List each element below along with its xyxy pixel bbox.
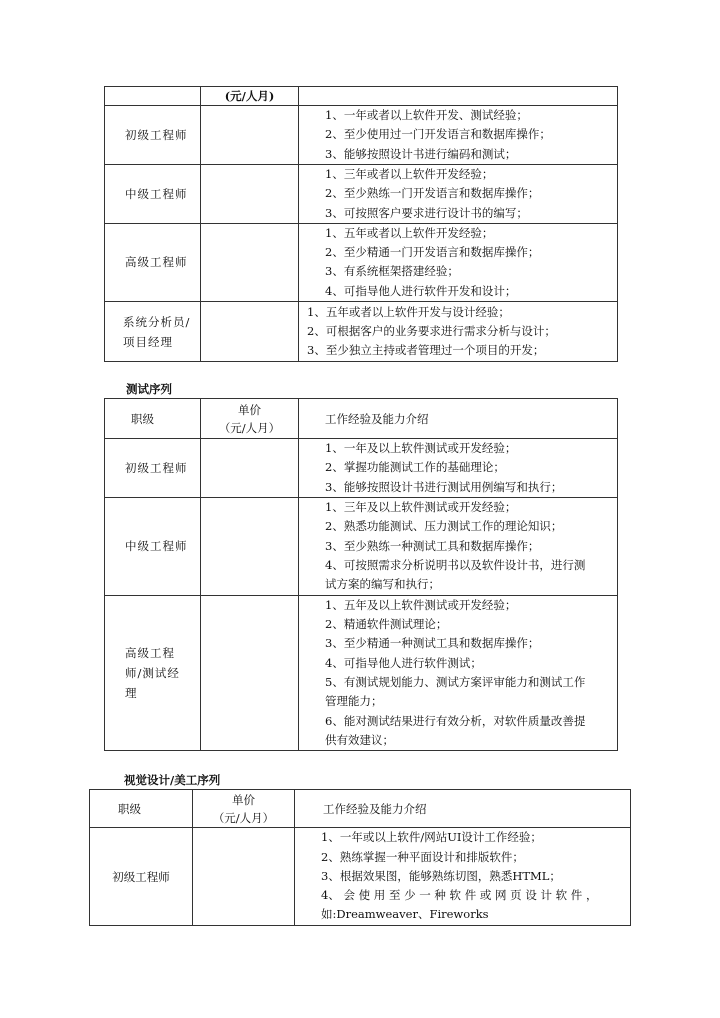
level-cell: 高级工程师/测试经理 [105,595,201,750]
desc-line: 供有效建议； [325,732,394,747]
desc-cell [299,302,618,362]
header-price-cell [193,790,295,828]
desc-cell [299,223,618,301]
table-row [105,302,618,362]
header-desc-cell [299,87,618,106]
header-price-label: 单价 [232,792,255,807]
desc-line: 3、能够按照设计书进行编码和测试； [325,146,517,161]
level-cell: 高级工程师 [105,223,201,301]
header-level-cell [105,87,201,106]
level-cell: 初级工程师 [105,439,201,498]
desc-cell [299,439,618,498]
desc-line: 3、可按照客户要求进行设计书的编写； [325,205,528,220]
price-cell [193,828,295,926]
desc-line: 4、 会 使 用 至 少 一 种 软 件 或 网 页 设 计 软 件 ， [321,888,598,903]
table-header-row [105,399,618,439]
level-cell: 初级工程师 [105,106,201,165]
desc-line: 2、至少熟练一门开发语言和数据库操作； [325,186,540,201]
desc-line: 2、至少使用过一门开发语言和数据库操作； [325,127,551,142]
desc-line: 1、五年或者以上软件开发与设计经验； [307,304,510,319]
header-price-cell [201,399,299,439]
table-header-row [90,790,631,828]
header-price-unit: （元/人月） [218,420,281,435]
header-desc-cell: 工作经验及能力介绍 [299,399,618,439]
desc-line: 3、至少独立主持或者管理过一个项目的开发； [307,343,545,358]
desc-line: 2、可根据客户的业务要求进行需求分析与设计； [307,323,556,338]
desc-line: 3、有系统框架搭建经验； [325,264,459,279]
desc-line: 1、一年或者以上软件开发、测试经验； [325,108,528,123]
table-header-row [105,87,618,106]
price-cell [201,106,299,165]
desc-line: 2、掌握功能测试工作的基础理论； [325,460,505,475]
table-row [105,439,618,498]
table-row [105,106,618,165]
desc-line: 2、熟悉功能测试、压力测试工作的理论知识； [325,519,563,534]
desc-line: 2、精通软件测试理论； [325,617,448,632]
desc-line: 3、至少精通一种测试工具和数据库操作； [325,636,540,651]
development-table [104,86,618,362]
section-title-testing: 测试序列 [126,382,172,396]
desc-line: 1、五年或者以上软件开发经验； [325,225,494,240]
price-cell [201,595,299,750]
desc-line: 3、能够按照设计书进行测试用例编写和执行； [325,479,563,494]
desc-cell [299,106,618,165]
testing-table [104,398,618,751]
desc-line: 2、至少精通一门开发语言和数据库操作； [325,245,540,260]
table-row [105,497,618,595]
desc-cell [299,497,618,595]
desc-line: 1、一年或以上软件/网站UI设计工作经验； [321,830,542,845]
price-cell [201,497,299,595]
table-row [105,595,618,750]
desc-line: 3、至少熟练一种测试工具和数据库操作； [325,538,540,553]
desc-line: 管理能力； [325,694,383,709]
desc-line: 如:Dreamweaver、Fireworks [321,907,489,922]
visual-design-table [89,789,631,926]
desc-line: 1、五年及以上软件测试或开发经验； [325,597,517,612]
price-cell [201,302,299,362]
table-row [90,828,631,926]
header-desc-cell: 工作经验及能力介绍 [295,790,631,828]
desc-line: 试方案的编写和执行； [325,577,440,592]
desc-line: 1、三年或者以上软件开发经验； [325,167,494,181]
desc-cell [295,828,631,926]
desc-line: 4、可指导他人进行软件开发和设计； [325,283,517,298]
table-row [105,165,618,224]
header-level-cell: 职级 [105,399,201,439]
header-level-cell: 职级 [90,790,193,828]
price-cell [201,223,299,301]
header-price-label: 单价 [238,402,261,417]
price-cell [201,165,299,224]
header-price-unit: （元/人月） [212,810,275,825]
desc-line: 1、三年及以上软件测试或开发经验； [325,500,517,515]
desc-cell [299,595,618,750]
level-cell: 中级工程师 [105,497,201,595]
level-cell: 系统分析员/项目经理 [105,302,201,362]
desc-line: 2、熟练掌握一种平面设计和排版软件； [321,849,524,864]
desc-line: 5、有测试规划能力、测试方案评审能力和测试工作 [325,675,586,690]
desc-line: 1、一年及以上软件测试或开发经验； [325,441,517,455]
level-cell: 中级工程师 [105,165,201,224]
table-row [105,223,618,301]
desc-line: 4、可按照需求分析说明书以及软件设计书，进行测 [325,558,586,573]
desc-cell [299,165,618,224]
section-title-visual-design: 视觉设计/美工序列 [124,773,221,787]
desc-line: 3、根据效果图，能够熟练切图，熟悉HTML； [321,868,561,883]
level-cell: 初级工程师 [90,828,193,926]
price-cell [201,439,299,498]
header-price-cell: (元/人月) [201,87,299,106]
desc-line: 4、可指导他人进行软件测试； [325,655,482,670]
desc-line: 6、能对测试结果进行有效分析，对软件质量改善提 [325,713,586,728]
